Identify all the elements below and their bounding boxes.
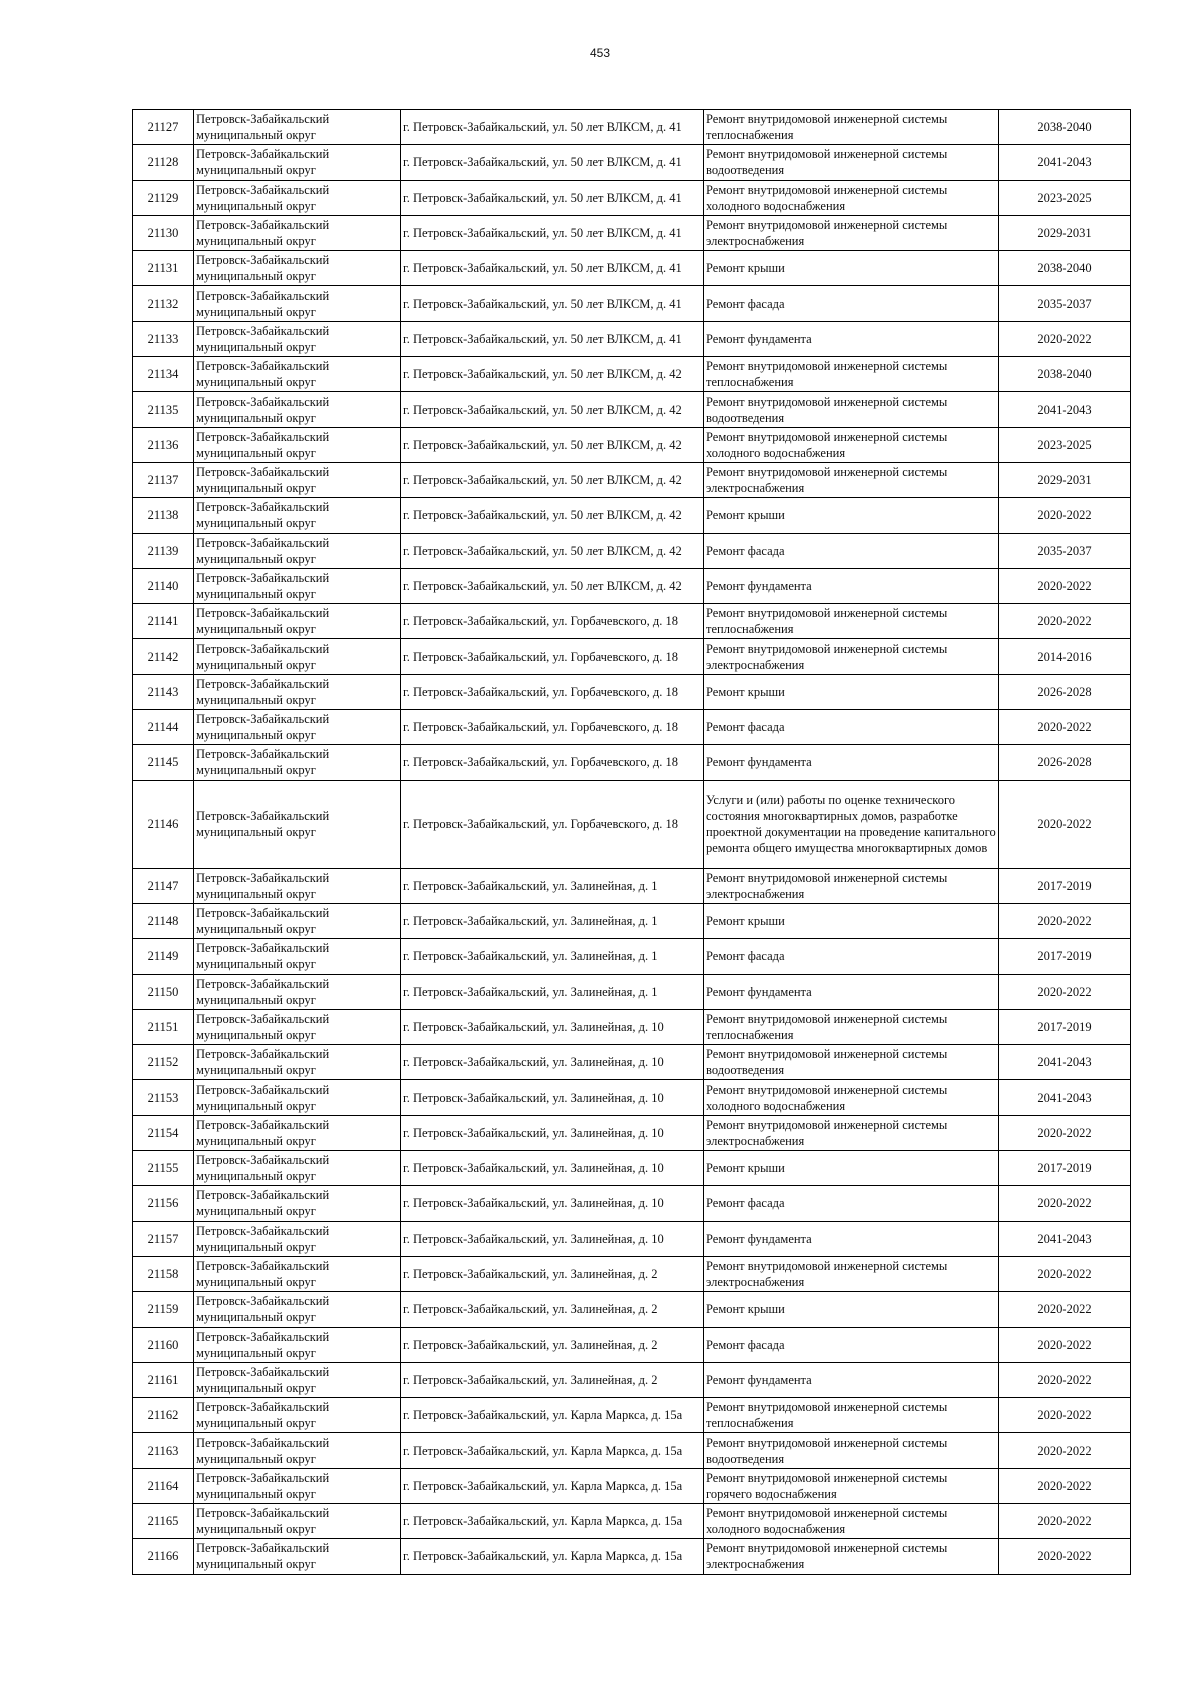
row-number-cell: 21150	[133, 974, 194, 1009]
period-cell: 2020-2022	[999, 498, 1131, 533]
table-row	[133, 1327, 1131, 1362]
period-cell: 2020-2022	[999, 1468, 1131, 1503]
work-type-cell: Ремонт фасада	[704, 286, 999, 321]
period-cell: 2041-2043	[999, 145, 1131, 180]
work-type-cell: Услуги и (или) работы по оценке технического состояния многоквартирных домов, разработке проектной документации на проведение капитального ремонта общего имущества многоквартирных домов	[704, 780, 999, 868]
work-type-cell: Ремонт внутридомовой инженерной системы электроснабжения	[704, 1115, 999, 1150]
address-cell: г. Петровск-Забайкальский, ул. Залинейная, д. 1	[401, 939, 704, 974]
table-row	[133, 145, 1131, 180]
period-cell: 2017-2019	[999, 868, 1131, 903]
row-number-cell: 21158	[133, 1256, 194, 1291]
period-cell: 2029-2031	[999, 215, 1131, 250]
period-cell: 2020-2022	[999, 1327, 1131, 1362]
row-number-cell: 21140	[133, 568, 194, 603]
page-number: 453	[589, 46, 611, 60]
work-type-cell: Ремонт внутридомовой инженерной системы электроснабжения	[704, 868, 999, 903]
address-cell: г. Петровск-Забайкальский, ул. Карла Маркса, д. 15а	[401, 1468, 704, 1503]
row-number-cell: 21159	[133, 1292, 194, 1327]
table-row	[133, 568, 1131, 603]
row-number-cell: 21137	[133, 462, 194, 497]
table-row	[133, 604, 1131, 639]
address-cell: г. Петровск-Забайкальский, ул. 50 лет ВЛКСМ, д. 42	[401, 533, 704, 568]
work-type-cell: Ремонт внутридомовой инженерной системы теплоснабжения	[704, 1398, 999, 1433]
work-type-cell: Ремонт фасада	[704, 710, 999, 745]
period-cell: 2029-2031	[999, 462, 1131, 497]
period-cell: 2020-2022	[999, 1362, 1131, 1397]
table-row	[133, 1503, 1131, 1538]
table-row	[133, 180, 1131, 215]
municipality-cell: Петровск-Забайкальский муниципальный округ	[194, 1468, 401, 1503]
table-row	[133, 1115, 1131, 1150]
municipality-cell: Петровск-Забайкальский муниципальный округ	[194, 939, 401, 974]
row-number-cell: 21141	[133, 604, 194, 639]
work-type-cell: Ремонт фундамента	[704, 321, 999, 356]
municipality-cell: Петровск-Забайкальский муниципальный округ	[194, 1080, 401, 1115]
row-number-cell: 21146	[133, 780, 194, 868]
row-number-cell: 21148	[133, 903, 194, 938]
row-number-cell: 21134	[133, 357, 194, 392]
row-number-cell: 21160	[133, 1327, 194, 1362]
municipality-cell: Петровск-Забайкальский муниципальный округ	[194, 1292, 401, 1327]
municipality-cell: Петровск-Забайкальский муниципальный округ	[194, 1327, 401, 1362]
period-cell: 2020-2022	[999, 780, 1131, 868]
period-cell: 2020-2022	[999, 1433, 1131, 1468]
period-cell: 2023-2025	[999, 427, 1131, 462]
municipality-cell: Петровск-Забайкальский муниципальный округ	[194, 710, 401, 745]
address-cell: г. Петровск-Забайкальский, ул. Карла Маркса, д. 15а	[401, 1539, 704, 1574]
row-number-cell: 21162	[133, 1398, 194, 1433]
row-number-cell: 21129	[133, 180, 194, 215]
address-cell: г. Петровск-Забайкальский, ул. Залинейная, д. 2	[401, 1256, 704, 1291]
address-cell: г. Петровск-Забайкальский, ул. 50 лет ВЛКСМ, д. 41	[401, 180, 704, 215]
period-cell: 2020-2022	[999, 321, 1131, 356]
work-type-cell: Ремонт крыши	[704, 903, 999, 938]
work-type-cell: Ремонт внутридомовой инженерной системы водоотведения	[704, 145, 999, 180]
row-number-cell: 21144	[133, 710, 194, 745]
municipality-cell: Петровск-Забайкальский муниципальный округ	[194, 1398, 401, 1433]
row-number-cell: 21133	[133, 321, 194, 356]
municipality-cell: Петровск-Забайкальский муниципальный округ	[194, 1009, 401, 1044]
work-type-cell: Ремонт внутридомовой инженерной системы электроснабжения	[704, 1256, 999, 1291]
municipality-cell: Петровск-Забайкальский муниципальный округ	[194, 1151, 401, 1186]
period-cell: 2017-2019	[999, 1151, 1131, 1186]
table-row	[133, 1468, 1131, 1503]
row-number-cell: 21130	[133, 215, 194, 250]
address-cell: г. Петровск-Забайкальский, ул. Залинейная, д. 10	[401, 1186, 704, 1221]
municipality-cell: Петровск-Забайкальский муниципальный округ	[194, 1362, 401, 1397]
work-type-cell: Ремонт внутридомовой инженерной системы холодного водоснабжения	[704, 180, 999, 215]
address-cell: г. Петровск-Забайкальский, ул. 50 лет ВЛКСМ, д. 42	[401, 357, 704, 392]
work-type-cell: Ремонт внутридомовой инженерной системы холодного водоснабжения	[704, 1080, 999, 1115]
municipality-cell: Петровск-Забайкальский муниципальный округ	[194, 462, 401, 497]
work-type-cell: Ремонт фундамента	[704, 568, 999, 603]
work-type-cell: Ремонт внутридомовой инженерной системы теплоснабжения	[704, 604, 999, 639]
table-row	[133, 427, 1131, 462]
row-number-cell: 21161	[133, 1362, 194, 1397]
row-number-cell: 21166	[133, 1539, 194, 1574]
work-type-cell: Ремонт внутридомовой инженерной системы электроснабжения	[704, 462, 999, 497]
period-cell: 2041-2043	[999, 1221, 1131, 1256]
address-cell: г. Петровск-Забайкальский, ул. Залинейная, д. 2	[401, 1327, 704, 1362]
period-cell: 2023-2025	[999, 180, 1131, 215]
table-body	[133, 110, 1131, 1575]
work-type-cell: Ремонт фасада	[704, 939, 999, 974]
address-cell: г. Петровск-Забайкальский, ул. Залинейная, д. 10	[401, 1045, 704, 1080]
repair-schedule-table	[132, 109, 1131, 1575]
municipality-cell: Петровск-Забайкальский муниципальный округ	[194, 974, 401, 1009]
work-type-cell: Ремонт внутридомовой инженерной системы холодного водоснабжения	[704, 1503, 999, 1538]
table-row	[133, 1398, 1131, 1433]
municipality-cell: Петровск-Забайкальский муниципальный округ	[194, 1186, 401, 1221]
municipality-cell: Петровск-Забайкальский муниципальный округ	[194, 674, 401, 709]
period-cell: 2041-2043	[999, 1045, 1131, 1080]
address-cell: г. Петровск-Забайкальский, ул. 50 лет ВЛКСМ, д. 42	[401, 427, 704, 462]
table-row	[133, 498, 1131, 533]
municipality-cell: Петровск-Забайкальский муниципальный округ	[194, 145, 401, 180]
row-number-cell: 21156	[133, 1186, 194, 1221]
period-cell: 2035-2037	[999, 286, 1131, 321]
address-cell: г. Петровск-Забайкальский, ул. Залинейная, д. 2	[401, 1292, 704, 1327]
period-cell: 2038-2040	[999, 110, 1131, 145]
work-type-cell: Ремонт крыши	[704, 251, 999, 286]
address-cell: г. Петровск-Забайкальский, ул. 50 лет ВЛКСМ, д. 41	[401, 251, 704, 286]
period-cell: 2020-2022	[999, 1115, 1131, 1150]
table-row	[133, 357, 1131, 392]
address-cell: г. Петровск-Забайкальский, ул. Горбачевского, д. 18	[401, 710, 704, 745]
address-cell: г. Петровск-Забайкальский, ул. 50 лет ВЛКСМ, д. 42	[401, 462, 704, 497]
work-type-cell: Ремонт внутридомовой инженерной системы холодного водоснабжения	[704, 427, 999, 462]
work-type-cell: Ремонт крыши	[704, 1292, 999, 1327]
row-number-cell: 21143	[133, 674, 194, 709]
period-cell: 2020-2022	[999, 1186, 1131, 1221]
table-row	[133, 639, 1131, 674]
address-cell: г. Петровск-Забайкальский, ул. Залинейная, д. 10	[401, 1009, 704, 1044]
address-cell: г. Петровск-Забайкальский, ул. Залинейная, д. 1	[401, 868, 704, 903]
table-row	[133, 1221, 1131, 1256]
row-number-cell: 21151	[133, 1009, 194, 1044]
period-cell: 2026-2028	[999, 745, 1131, 780]
address-cell: г. Петровск-Забайкальский, ул. Карла Маркса, д. 15а	[401, 1433, 704, 1468]
row-number-cell: 21149	[133, 939, 194, 974]
address-cell: г. Петровск-Забайкальский, ул. Залинейная, д. 1	[401, 903, 704, 938]
table-row	[133, 1256, 1131, 1291]
row-number-cell: 21153	[133, 1080, 194, 1115]
row-number-cell: 21155	[133, 1151, 194, 1186]
period-cell: 2020-2022	[999, 710, 1131, 745]
period-cell: 2041-2043	[999, 392, 1131, 427]
table-row	[133, 251, 1131, 286]
municipality-cell: Петровск-Забайкальский муниципальный округ	[194, 1539, 401, 1574]
address-cell: г. Петровск-Забайкальский, ул. Карла Маркса, д. 15а	[401, 1398, 704, 1433]
municipality-cell: Петровск-Забайкальский муниципальный округ	[194, 868, 401, 903]
address-cell: г. Петровск-Забайкальский, ул. 50 лет ВЛКСМ, д. 41	[401, 145, 704, 180]
period-cell: 2020-2022	[999, 1256, 1131, 1291]
address-cell: г. Петровск-Забайкальский, ул. Горбачевского, д. 18	[401, 780, 704, 868]
work-type-cell: Ремонт внутридомовой инженерной системы электроснабжения	[704, 215, 999, 250]
row-number-cell: 21152	[133, 1045, 194, 1080]
table-row	[133, 903, 1131, 938]
row-number-cell: 21131	[133, 251, 194, 286]
table-row	[133, 745, 1131, 780]
municipality-cell: Петровск-Забайкальский муниципальный округ	[194, 321, 401, 356]
municipality-cell: Петровск-Забайкальский муниципальный округ	[194, 392, 401, 427]
table-row	[133, 674, 1131, 709]
work-type-cell: Ремонт крыши	[704, 674, 999, 709]
table-row	[133, 1433, 1131, 1468]
address-cell: г. Петровск-Забайкальский, ул. Залинейная, д. 10	[401, 1115, 704, 1150]
municipality-cell: Петровск-Забайкальский муниципальный округ	[194, 286, 401, 321]
address-cell: г. Петровск-Забайкальский, ул. Залинейная, д. 10	[401, 1080, 704, 1115]
period-cell: 2017-2019	[999, 1009, 1131, 1044]
period-cell: 2026-2028	[999, 674, 1131, 709]
table-row	[133, 392, 1131, 427]
period-cell: 2020-2022	[999, 1503, 1131, 1538]
work-type-cell: Ремонт фундамента	[704, 1362, 999, 1397]
period-cell: 2017-2019	[999, 939, 1131, 974]
row-number-cell: 21128	[133, 145, 194, 180]
municipality-cell: Петровск-Забайкальский муниципальный округ	[194, 357, 401, 392]
period-cell: 2038-2040	[999, 357, 1131, 392]
address-cell: г. Петровск-Забайкальский, ул. Карла Маркса, д. 15а	[401, 1503, 704, 1538]
table-row	[133, 780, 1131, 868]
work-type-cell: Ремонт фасада	[704, 533, 999, 568]
row-number-cell: 21154	[133, 1115, 194, 1150]
work-type-cell: Ремонт внутридомовой инженерной системы горячего водоснабжения	[704, 1468, 999, 1503]
municipality-cell: Петровск-Забайкальский муниципальный округ	[194, 1256, 401, 1291]
work-type-cell: Ремонт внутридомовой инженерной системы водоотведения	[704, 1433, 999, 1468]
municipality-cell: Петровск-Забайкальский муниципальный округ	[194, 604, 401, 639]
address-cell: г. Петровск-Забайкальский, ул. Залинейная, д. 1	[401, 974, 704, 1009]
table-row	[133, 974, 1131, 1009]
table-row	[133, 462, 1131, 497]
address-cell: г. Петровск-Забайкальский, ул. 50 лет ВЛКСМ, д. 41	[401, 321, 704, 356]
table-row	[133, 286, 1131, 321]
work-type-cell: Ремонт фундамента	[704, 974, 999, 1009]
row-number-cell: 21147	[133, 868, 194, 903]
row-number-cell: 21135	[133, 392, 194, 427]
period-cell: 2020-2022	[999, 568, 1131, 603]
table-row	[133, 1186, 1131, 1221]
address-cell: г. Петровск-Забайкальский, ул. 50 лет ВЛКСМ, д. 42	[401, 568, 704, 603]
municipality-cell: Петровск-Забайкальский муниципальный округ	[194, 110, 401, 145]
municipality-cell: Петровск-Забайкальский муниципальный округ	[194, 568, 401, 603]
row-number-cell: 21163	[133, 1433, 194, 1468]
work-type-cell: Ремонт крыши	[704, 498, 999, 533]
municipality-cell: Петровск-Забайкальский муниципальный округ	[194, 780, 401, 868]
table-row	[133, 215, 1131, 250]
row-number-cell: 21145	[133, 745, 194, 780]
address-cell: г. Петровск-Забайкальский, ул. Горбачевского, д. 18	[401, 745, 704, 780]
period-cell: 2035-2037	[999, 533, 1131, 568]
work-type-cell: Ремонт фундамента	[704, 1221, 999, 1256]
work-type-cell: Ремонт внутридомовой инженерной системы теплоснабжения	[704, 1009, 999, 1044]
table-row	[133, 1362, 1131, 1397]
row-number-cell: 21139	[133, 533, 194, 568]
municipality-cell: Петровск-Забайкальский муниципальный округ	[194, 533, 401, 568]
work-type-cell: Ремонт крыши	[704, 1151, 999, 1186]
row-number-cell: 21138	[133, 498, 194, 533]
address-cell: г. Петровск-Забайкальский, ул. Залинейная, д. 10	[401, 1151, 704, 1186]
municipality-cell: Петровск-Забайкальский муниципальный округ	[194, 498, 401, 533]
table-row	[133, 321, 1131, 356]
work-type-cell: Ремонт внутридомовой инженерной системы электроснабжения	[704, 1539, 999, 1574]
row-number-cell: 21142	[133, 639, 194, 674]
work-type-cell: Ремонт внутридомовой инженерной системы водоотведения	[704, 1045, 999, 1080]
table-row	[133, 1151, 1131, 1186]
municipality-cell: Петровск-Забайкальский муниципальный округ	[194, 1115, 401, 1150]
period-cell: 2014-2016	[999, 639, 1131, 674]
table-row	[133, 1539, 1131, 1574]
table-row	[133, 939, 1131, 974]
table-row	[133, 868, 1131, 903]
work-type-cell: Ремонт фасада	[704, 1327, 999, 1362]
table-row	[133, 110, 1131, 145]
work-type-cell: Ремонт внутридомовой инженерной системы теплоснабжения	[704, 357, 999, 392]
address-cell: г. Петровск-Забайкальский, ул. 50 лет ВЛКСМ, д. 41	[401, 215, 704, 250]
table-row	[133, 710, 1131, 745]
municipality-cell: Петровск-Забайкальский муниципальный округ	[194, 251, 401, 286]
municipality-cell: Петровск-Забайкальский муниципальный округ	[194, 1045, 401, 1080]
period-cell: 2020-2022	[999, 604, 1131, 639]
address-cell: г. Петровск-Забайкальский, ул. Горбачевского, д. 18	[401, 604, 704, 639]
table-row	[133, 1045, 1131, 1080]
municipality-cell: Петровск-Забайкальский муниципальный округ	[194, 903, 401, 938]
municipality-cell: Петровск-Забайкальский муниципальный округ	[194, 427, 401, 462]
row-number-cell: 21127	[133, 110, 194, 145]
municipality-cell: Петровск-Забайкальский муниципальный округ	[194, 1503, 401, 1538]
work-type-cell: Ремонт внутридомовой инженерной системы теплоснабжения	[704, 110, 999, 145]
address-cell: г. Петровск-Забайкальский, ул. 50 лет ВЛКСМ, д. 41	[401, 286, 704, 321]
row-number-cell: 21132	[133, 286, 194, 321]
table-row	[133, 1009, 1131, 1044]
period-cell: 2038-2040	[999, 251, 1131, 286]
address-cell: г. Петровск-Забайкальский, ул. Горбачевского, д. 18	[401, 674, 704, 709]
period-cell: 2041-2043	[999, 1080, 1131, 1115]
address-cell: г. Петровск-Забайкальский, ул. 50 лет ВЛКСМ, д. 42	[401, 498, 704, 533]
row-number-cell: 21165	[133, 1503, 194, 1538]
table-row	[133, 1292, 1131, 1327]
work-type-cell: Ремонт внутридомовой инженерной системы электроснабжения	[704, 639, 999, 674]
period-cell: 2020-2022	[999, 1398, 1131, 1433]
period-cell: 2020-2022	[999, 1292, 1131, 1327]
address-cell: г. Петровск-Забайкальский, ул. Залинейная, д. 10	[401, 1221, 704, 1256]
municipality-cell: Петровск-Забайкальский муниципальный округ	[194, 180, 401, 215]
municipality-cell: Петровск-Забайкальский муниципальный округ	[194, 639, 401, 674]
address-cell: г. Петровск-Забайкальский, ул. Залинейная, д. 2	[401, 1362, 704, 1397]
period-cell: 2020-2022	[999, 974, 1131, 1009]
row-number-cell: 21157	[133, 1221, 194, 1256]
row-number-cell: 21164	[133, 1468, 194, 1503]
period-cell: 2020-2022	[999, 1539, 1131, 1574]
municipality-cell: Петровск-Забайкальский муниципальный округ	[194, 1221, 401, 1256]
address-cell: г. Петровск-Забайкальский, ул. 50 лет ВЛКСМ, д. 41	[401, 110, 704, 145]
address-cell: г. Петровск-Забайкальский, ул. 50 лет ВЛКСМ, д. 42	[401, 392, 704, 427]
municipality-cell: Петровск-Забайкальский муниципальный округ	[194, 1433, 401, 1468]
municipality-cell: Петровск-Забайкальский муниципальный округ	[194, 215, 401, 250]
municipality-cell: Петровск-Забайкальский муниципальный округ	[194, 745, 401, 780]
work-type-cell: Ремонт фундамента	[704, 745, 999, 780]
row-number-cell: 21136	[133, 427, 194, 462]
work-type-cell: Ремонт внутридомовой инженерной системы водоотведения	[704, 392, 999, 427]
period-cell: 2020-2022	[999, 903, 1131, 938]
address-cell: г. Петровск-Забайкальский, ул. Горбачевского, д. 18	[401, 639, 704, 674]
work-type-cell: Ремонт фасада	[704, 1186, 999, 1221]
table-row	[133, 1080, 1131, 1115]
table-row	[133, 533, 1131, 568]
